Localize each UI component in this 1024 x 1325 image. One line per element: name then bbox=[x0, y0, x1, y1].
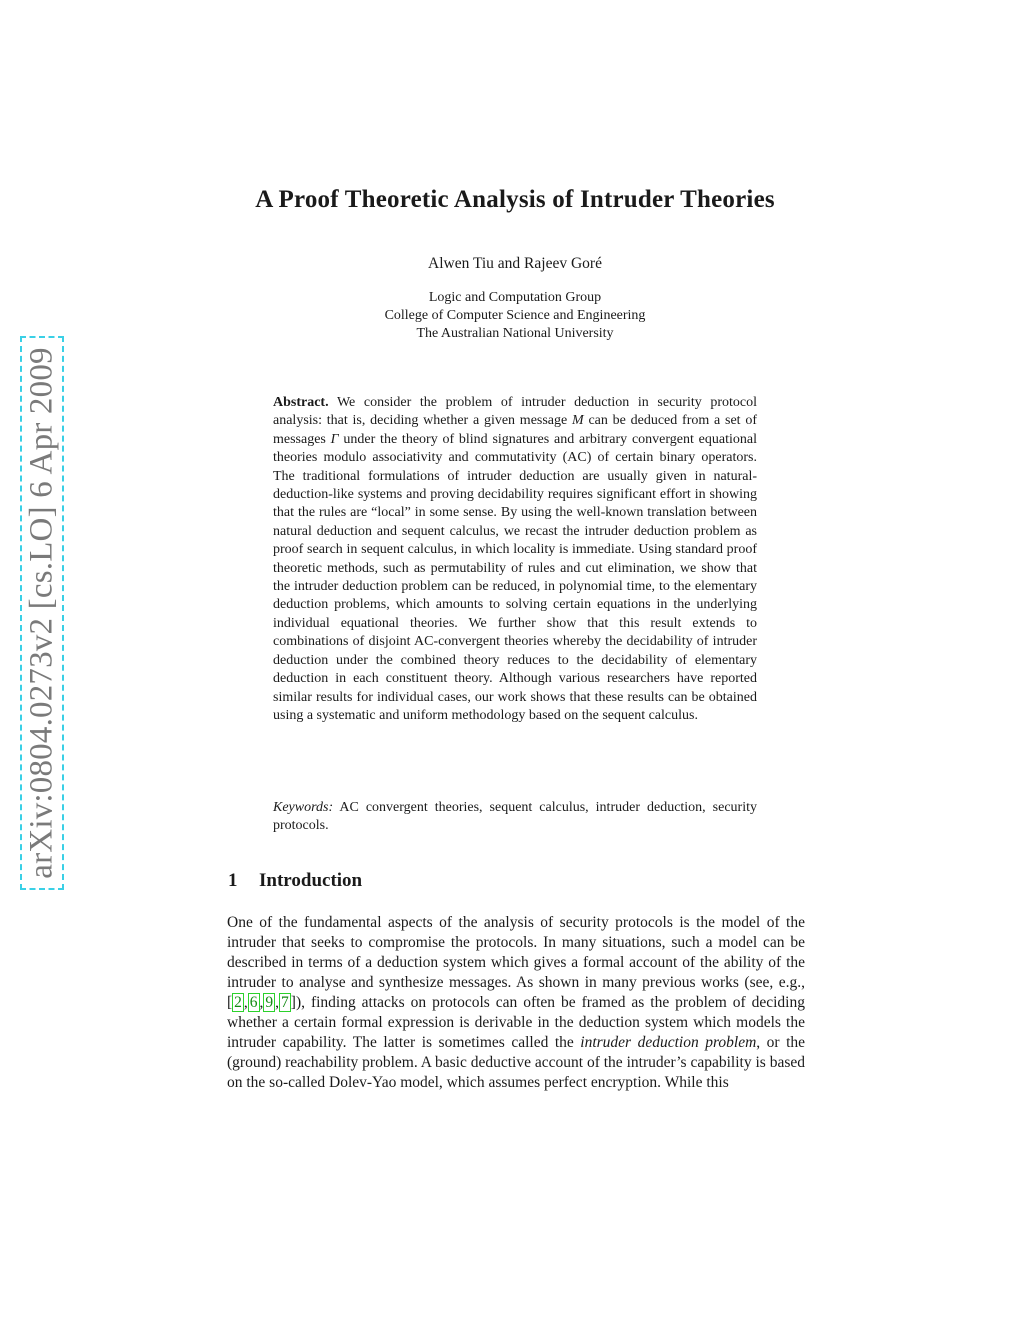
citation-ref[interactable]: 6 bbox=[249, 994, 258, 1011]
citation-bracket: [ bbox=[227, 994, 233, 1011]
paper-title: A Proof Theoretic Analysis of Intruder Theories bbox=[255, 186, 775, 213]
intro-text: One of the fundamental aspects of the analysis of security protocols is the model of the intruder that seeks to compromise the protocols. In many situations, such a model can be described in terms of a deduction system which gives a formal account of the ability of the intruder to analyse and synthesize messages. As shown in many previous works (see, e.g., bbox=[227, 914, 805, 991]
citation-ref[interactable]: 2 bbox=[234, 994, 242, 1011]
citation-link[interactable] bbox=[263, 993, 275, 1012]
intro-paragraph bbox=[227, 913, 805, 1093]
section-heading bbox=[228, 870, 362, 892]
section-number: 1 bbox=[228, 870, 238, 891]
affiliation-line: Logic and Computation Group bbox=[428, 290, 602, 305]
citation-link[interactable] bbox=[232, 993, 244, 1012]
abstract-text: We consider the problem of intruder deduction in security protocol analysis: that is, deciding whether a given message bbox=[273, 395, 757, 429]
arxiv-stamp bbox=[20, 336, 64, 890]
arxiv-identifier: arXiv:0804.0273v2 [cs.LO] 6 Apr 2009 bbox=[23, 347, 60, 879]
intro-text: ), finding attacks on protocols can often be framed as the problem of deciding whether a certain formal expression is derivable in the deduction system which models the intruder capability. The latter is sometimes called the bbox=[227, 994, 805, 1051]
abstract-text: under the theory of blind signatures and arbitrary convergent equational theories modulo associativity and commutativity (AC) of certain binary operators. The traditional formulations of intruder deduction are usually given in natural-deduction-like systems and proving decidability requires significant effort in showing that the rules are “local” in some sense. By using the well-known translation between natural deduction and sequent calculus, we recast the intruder deduction problem as proof search in sequent calculus, in which locality is immediate. Using standard proof theoretic methods, such as permutability of rules and cut elimination, we show that the intruder deduction problem can be reduced, in polynomial time, to the elementary deduction problems, which amounts to solving certain equations in the underlying individual equational theories. We further show that this result extends to combinations of disjoint AC-convergent theories whereby the decidability of intruder deduction under the combined theory reduces to the decidability of elementary deduction in each constituent theory. Although various researchers have reported similar results for individual cases, our work shows that these results can be obtained using a systematic and uniform methodology based on the sequent calculus. bbox=[273, 431, 757, 723]
abstract-text: can be deduced from a set of messages bbox=[273, 413, 757, 447]
citation-ref[interactable]: 7 bbox=[281, 994, 289, 1011]
citation-group: [ 2 , 6 , 9 , 7 ] bbox=[227, 994, 296, 1011]
paper-authors: Alwen Tiu and Rajeev Goré bbox=[428, 255, 602, 272]
citation-ref[interactable]: 9 bbox=[265, 994, 274, 1011]
abstract-variable: M bbox=[572, 413, 584, 429]
citation-link[interactable] bbox=[248, 993, 260, 1012]
citation-bracket: ] bbox=[290, 994, 296, 1011]
abstract-variable: Γ bbox=[330, 431, 339, 447]
keywords bbox=[273, 799, 757, 836]
abstract-label: Abstract. bbox=[273, 395, 329, 410]
affiliation-line: College of Computer Science and Engineering bbox=[384, 308, 646, 323]
keywords-text: AC convergent theories, sequent calculus, intruder deduction, security protocols. bbox=[273, 800, 757, 834]
intro-text: , or the (ground) reachability problem. A basic deductive account of the intruder’s capability is based on the so-called Dolev-Yao model, which assumes perfect encryption. While this bbox=[227, 1034, 805, 1091]
affiliation-line: The Australian National University bbox=[416, 326, 614, 341]
citation-link[interactable] bbox=[279, 993, 291, 1012]
section-title: Introduction bbox=[259, 870, 363, 891]
abstract bbox=[273, 394, 757, 725]
intro-emphasis: intruder deduction problem bbox=[580, 1034, 757, 1051]
keywords-label: Keywords: bbox=[273, 800, 334, 815]
